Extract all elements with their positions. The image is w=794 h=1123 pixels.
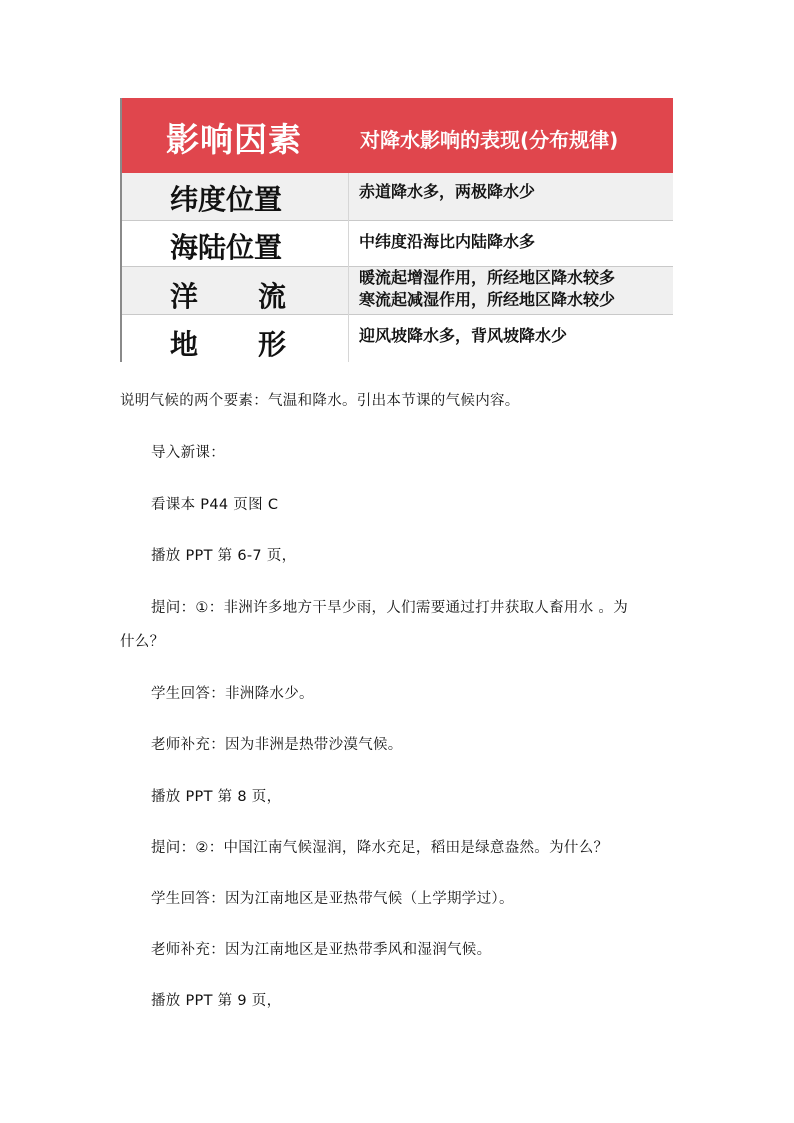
effect-line: 暖流起增湿作用，所经地区降水较多 (359, 268, 616, 287)
factor-cell: 海陆位置 (170, 231, 283, 264)
teacher-note: 老师补充：因为江南地区是亚热带季风和湿润气候。 (151, 942, 492, 958)
column-divider (348, 173, 349, 362)
student-answer: 学生回答：非洲降水少。 (151, 686, 314, 702)
question-paragraph-continued: 什么？ (120, 634, 165, 650)
factor-char: 洋 (170, 280, 199, 313)
paragraph: 播放 PPT 第 8 页， (151, 789, 282, 805)
effect-cell: 赤道降水多，两极降水少 (359, 182, 536, 201)
factor-cell: 纬度位置 (170, 183, 283, 216)
teacher-note: 老师补充：因为非洲是热带沙漠气候。 (151, 737, 403, 753)
factor-char: 流 (257, 280, 286, 313)
effect-cell: 迎风坡降水多，背风坡降水少 (359, 326, 568, 345)
question-paragraph: 提问：②：中国江南气候湿润，降水充足，稻田是绿意盎然。为什么？ (151, 840, 609, 856)
paragraph: 播放 PPT 第 6-7 页， (151, 548, 297, 564)
factor-char: 形 (257, 328, 286, 361)
factor-cell (170, 275, 286, 315)
paragraph: 看课本 P44 页图 C (151, 497, 279, 513)
header-factor-label: 影响因素 (166, 120, 302, 159)
table-row (122, 315, 673, 362)
table-header (122, 98, 673, 173)
section-heading: 导入新课： (151, 445, 225, 461)
effect-line: 寒流起减湿作用，所经地区降水较少 (359, 290, 616, 309)
precipitation-factors-table (120, 98, 673, 362)
header-effect-label: 对降水影响的表现(分布规律) (360, 128, 619, 152)
effect-cell (359, 267, 615, 311)
intro-paragraph: 说明气候的两个要素：气温和降水。引出本节课的气候内容。 (120, 393, 520, 409)
question-paragraph: 提问：①：非洲许多地方干旱少雨，人们需要通过打井获取人畜用水 。为 (151, 600, 629, 616)
student-answer: 学生回答：因为江南地区是亚热带气候（上学期学过）。 (151, 891, 514, 907)
effect-cell: 中纬度沿海比内陆降水多 (359, 232, 536, 251)
table-row (122, 221, 673, 266)
paragraph: 播放 PPT 第 9 页， (151, 993, 282, 1009)
table-row (122, 267, 673, 314)
factor-char: 地 (170, 328, 199, 361)
table-row (122, 173, 673, 220)
factor-cell (170, 323, 286, 362)
